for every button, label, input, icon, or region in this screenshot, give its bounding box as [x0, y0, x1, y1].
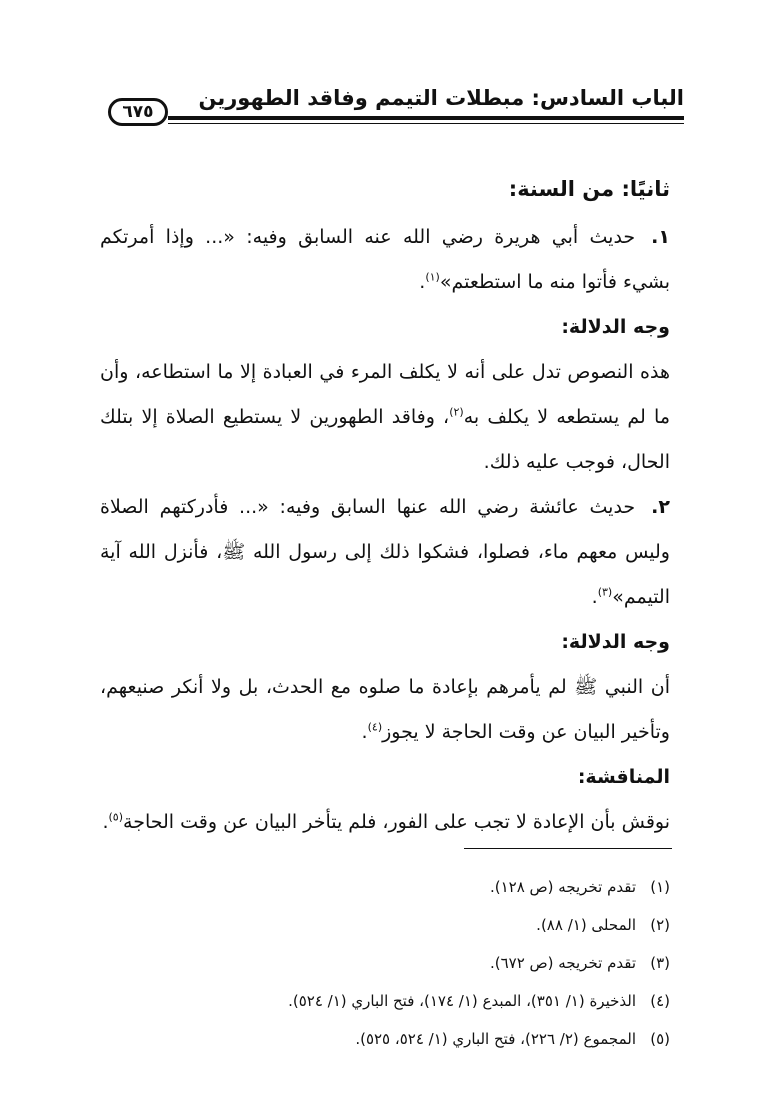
subheading-dalala-1: وجه الدلالة: — [561, 316, 670, 338]
item-number: ١. — [651, 226, 670, 248]
paragraph-end: . — [361, 721, 368, 743]
footnote-2 — [100, 906, 670, 944]
footnote-text: المحلى (١/ ٨٨). — [536, 916, 636, 934]
header-rule-thin — [168, 123, 684, 124]
subheading-discussion: المناقشة: — [577, 766, 670, 788]
list-item-2 — [100, 485, 670, 620]
chapter-title: الباب السادس: مبطلات التيمم وفاقد الطهورين — [198, 86, 684, 110]
item-text: حديث عائشة رضي الله عنها السابق وفيه: «... فأدركتهم الصلاة وليس معهم ماء، فصلوا، فشكوا ذلك إلى رسول الله ﷺ، فأنزل الله آية التيمم» — [100, 496, 670, 608]
paragraph-text: هذه النصوص تدل على أنه لا يكلف المرء في العبادة إلا ما استطاعه، وأن ما لم يستطعه لا يكلف به — [100, 361, 670, 428]
item-end: . — [419, 271, 426, 293]
paragraph-end: . — [102, 811, 109, 833]
footnote-ref: (٤) — [367, 720, 383, 734]
item-number: ٢. — [651, 496, 670, 518]
footnotes — [100, 868, 670, 1058]
footnote-3 — [100, 944, 670, 982]
footnote-text: تقدم تخريجه (ص ٦٧٢). — [489, 954, 636, 972]
footnote-text: تقدم تخريجه (ص ١٢٨). — [489, 878, 636, 896]
header-rule-thick — [168, 116, 684, 120]
footnote-ref: (٣) — [597, 585, 613, 599]
page-body — [100, 163, 670, 845]
footnote-separator — [464, 848, 672, 849]
footnote-1 — [100, 868, 670, 906]
paragraph-dalala-2 — [100, 665, 670, 755]
footnote-text: المجموع (٢/ ٢٢٦)، فتح الباري (١/ ٥٢٤، ٥٢٥). — [355, 1030, 636, 1048]
subheading-dalala-2: وجه الدلالة: — [561, 631, 670, 653]
item-end: . — [591, 586, 598, 608]
paragraph-text: نوقش بأن الإعادة لا تجب على الفور، فلم يتأخر البيان عن وقت الحاجة — [123, 811, 670, 833]
footnote-number: (٥) — [650, 1030, 670, 1048]
footnote-number: (٣) — [650, 954, 670, 972]
footnote-4 — [100, 982, 670, 1020]
paragraph-dalala-1 — [100, 350, 670, 485]
footnote-5 — [100, 1020, 670, 1058]
paragraph-text: ، وفاقد الطهورين لا يستطيع الصلاة إلا بتلك الحال، فوجب عليه ذلك. — [100, 406, 670, 473]
footnote-number: (٢) — [650, 916, 670, 934]
paragraph-text: أن النبي ﷺ لم يأمرهم بإعادة ما صلوه مع الحدث، بل ولا أنكر صنيعهم، وتأخير البيان عن وقت الحاجة لا يجوز — [100, 676, 670, 743]
footnote-number: (١) — [650, 878, 670, 896]
footnote-ref: (٥) — [108, 810, 124, 824]
footnote-text: الذخيرة (١/ ٣٥١)، المبدع (١/ ١٧٤)، فتح الباري (١/ ٥٢٤). — [288, 992, 636, 1010]
footnote-ref: (٢) — [449, 405, 464, 419]
list-item-1 — [100, 215, 670, 305]
section-title: ثانيًا: من السنة: — [508, 177, 670, 201]
footnote-ref: (١) — [425, 270, 440, 284]
paragraph-discussion — [100, 800, 670, 845]
page-header — [108, 86, 684, 126]
page-number: ٦٧٥ — [108, 98, 168, 126]
item-text: حديث أبي هريرة رضي الله عنه السابق وفيه: «... وإذا أمرتكم بشيء فأتوا منه ما استطعتم» — [100, 226, 670, 293]
footnote-number: (٤) — [650, 992, 670, 1010]
